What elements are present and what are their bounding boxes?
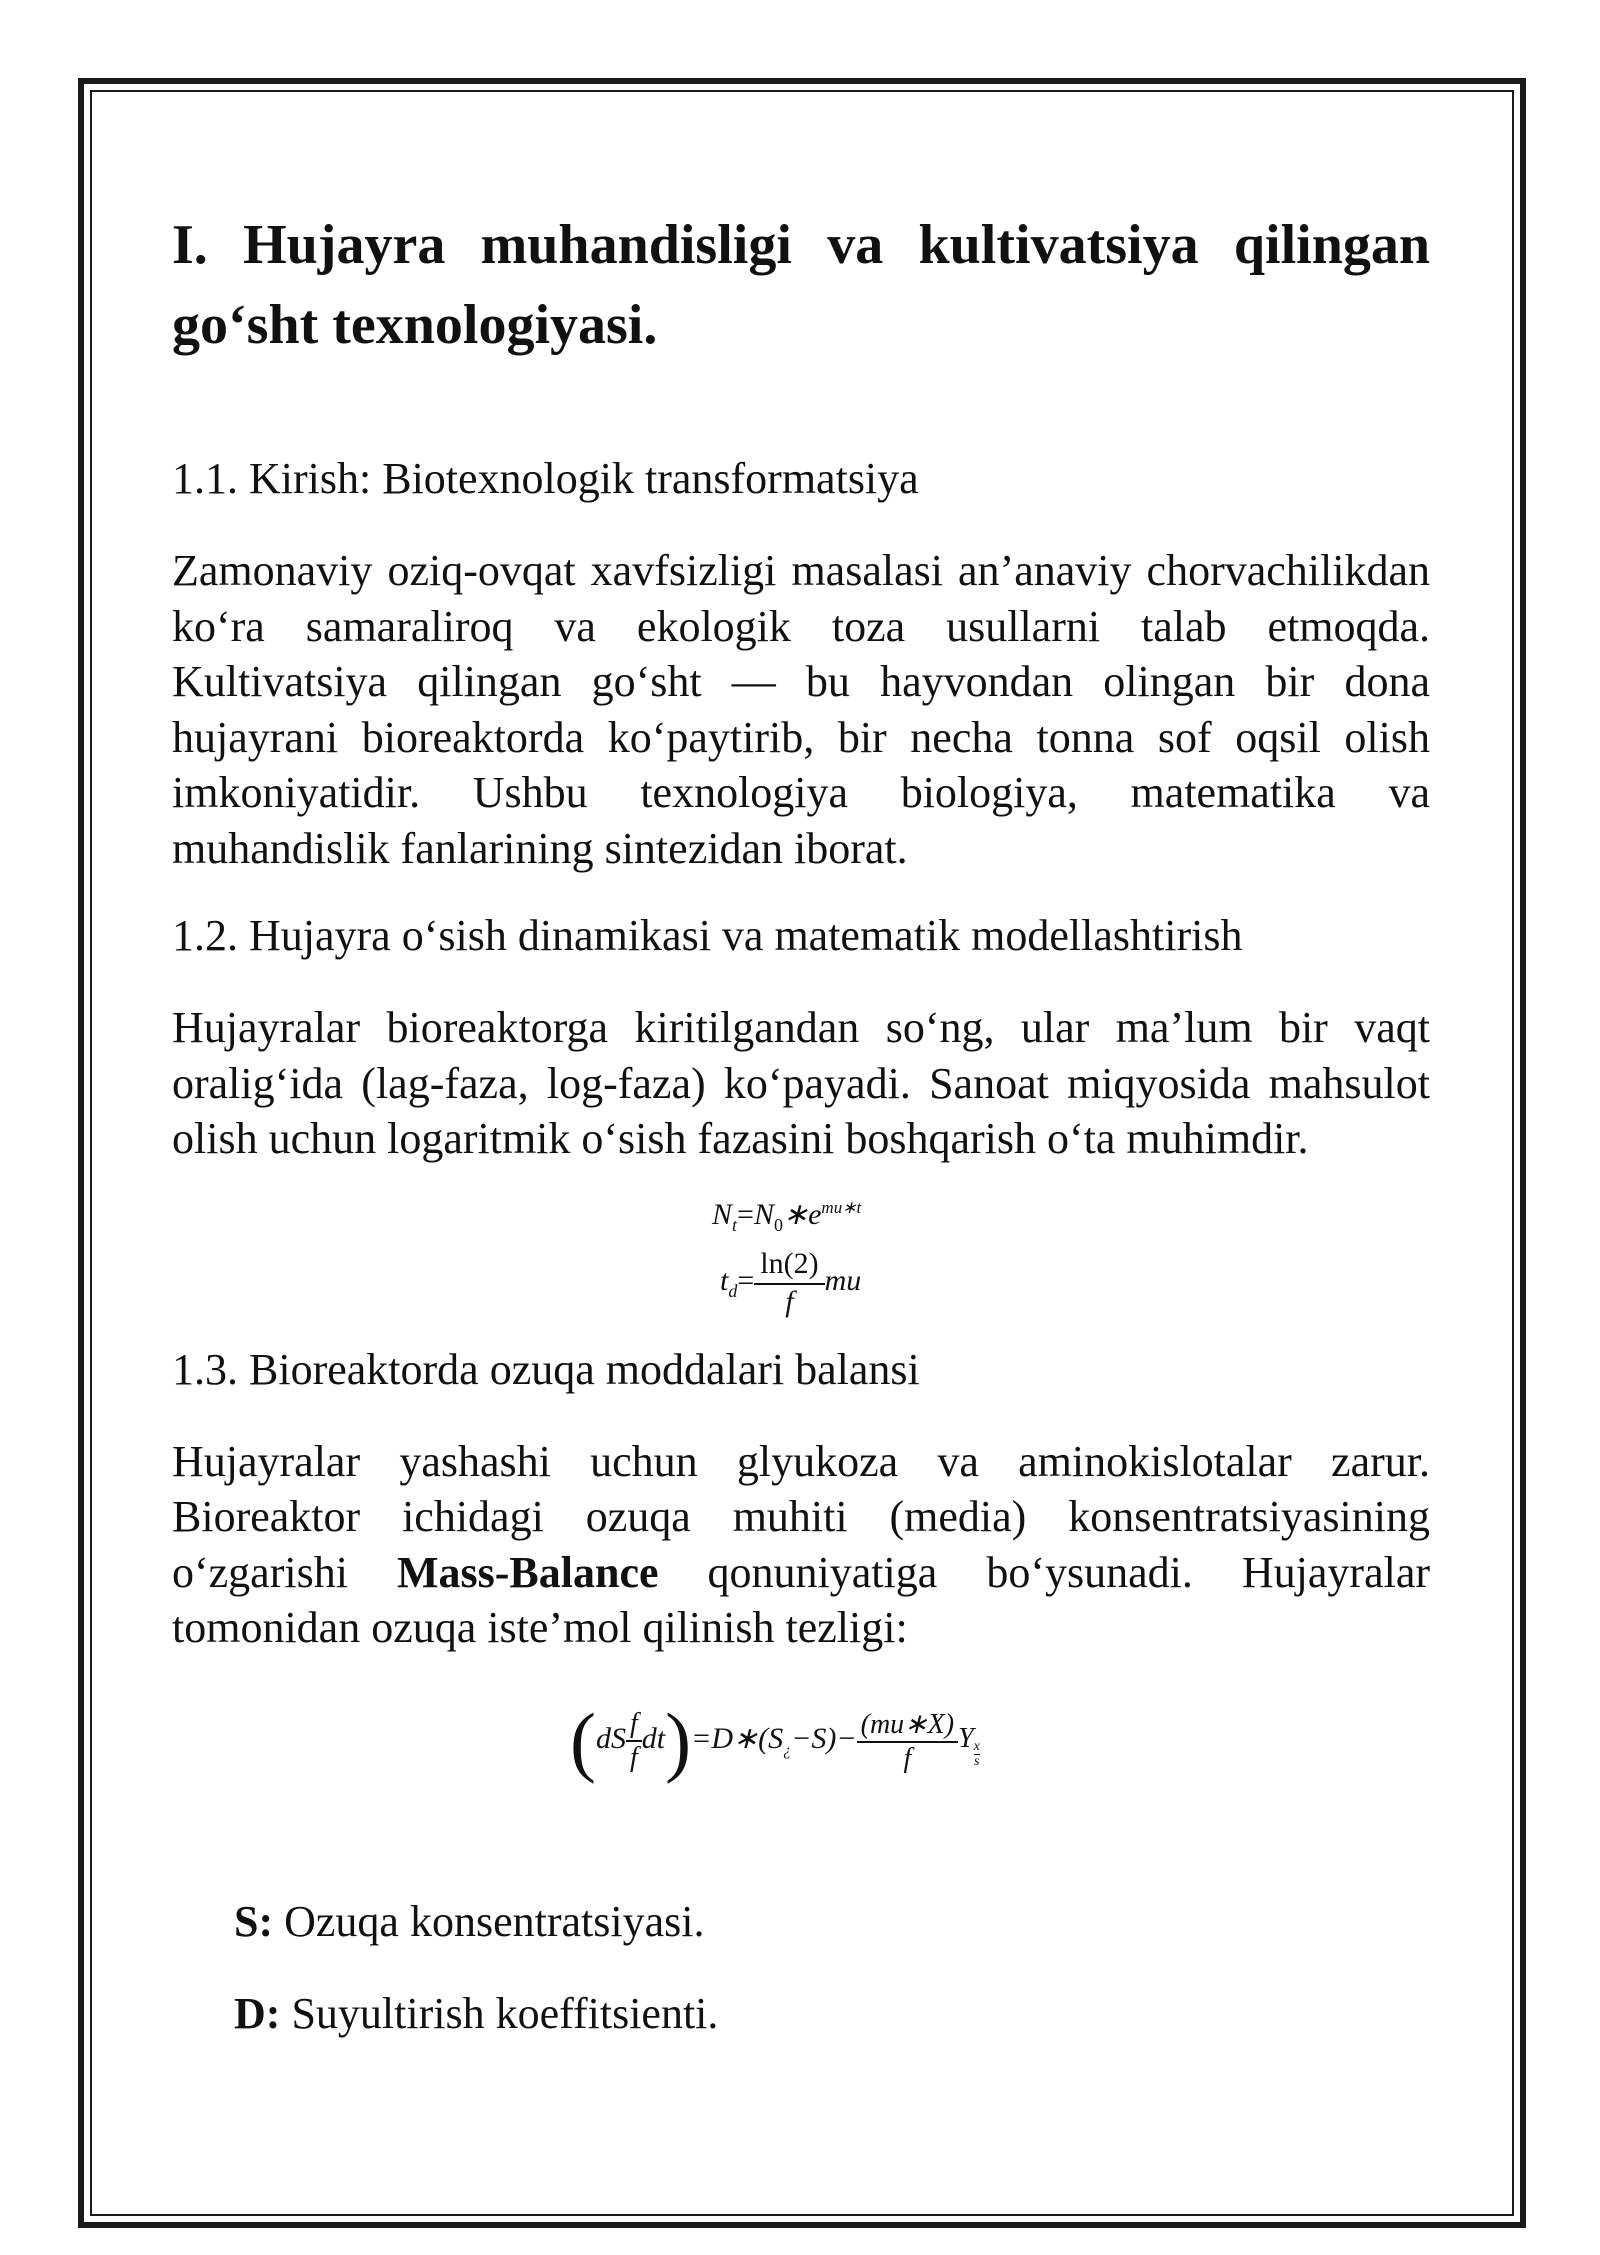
formula-doubling-time: $t_d=$ $\frac{\ln(2)}{f}$ mu [720, 1246, 862, 1318]
section-heading-1-1: 1.1. Kirish: Biotexnologik transformatsiya [172, 454, 919, 503]
mass-balance-formula: (dS $\frac{f}{f}$ $dt)=D∗(S_¿-S)-$ $\frac{(mu∗X)}{f}$ Y $\frac{x}{s}$ [570, 1696, 980, 1784]
section-heading-1-3: 1.3. Bioreaktorda ozuqa moddalari balansi [172, 1344, 920, 1394]
definition-s: S: Ozuqa konsentratsiyasi. [234, 1896, 705, 1946]
growth-formulas [172, 1197, 1430, 1397]
definition-d: D: Suyultirish koeffitsienti. [234, 1988, 719, 2038]
paragraph-growth: Hujayralar bioreaktorga kiritilgandan so‘ng, ular ma’lum bir vaqt oralig‘ida (lag-faza, log-faza) ko‘payadi. Sanoat miqyosida mahsulot olish uchun logaritmik o‘sish fazasini boshqarish o‘ta muhimdir. [172, 1003, 1430, 1163]
section-heading-1-2: 1.2. Hujayra o‘sish dinamikasi va matematik modellashtirish [172, 911, 1243, 960]
doubling-fraction: $\frac{\ln(2)}{f}$ [754, 1247, 824, 1319]
formula-exponential-growth: $N_t=N_0∗e^{mu∗t}$ [712, 1197, 862, 1235]
paragraph-mass-balance: Hujayralar yashashi uchun glyukoza va aminokislotalar zarur. Bioreaktor ichidagi ozuqa muhiti (media) konsentratsiyasining o‘zgarishi Mass-Balance qonuniyatiga bo‘ysunadi. Hujayralar tomonidan ozuqa iste’mol qilinish tezligi: [172, 1436, 1430, 1652]
page-title: I. Hujayra muhandisligi va kultivatsiya qilingan go‘sht texnologiyasi. [172, 214, 1430, 356]
page-content [172, 205, 1430, 2042]
mass-balance-term: Mass-Balance [396, 1547, 659, 1597]
paragraph-intro: Zamonaviy oziq-ovqat xavfsizligi masalasi an’anaviy chorvachilikdan ko‘ra samaraliroq va ekologik toza usullarni talab etmoqda. Kultivatsiya qilingan go‘sht — bu hayvondan olingan bir dona hujayrani bioreaktorda ko‘paytirib, bir necha tonna sof oqsil olish imkoniyatidir. Ushbu texnologiya biologiya, matematika va muhandislik fanlarining sintezidan iborat. [172, 546, 1430, 873]
